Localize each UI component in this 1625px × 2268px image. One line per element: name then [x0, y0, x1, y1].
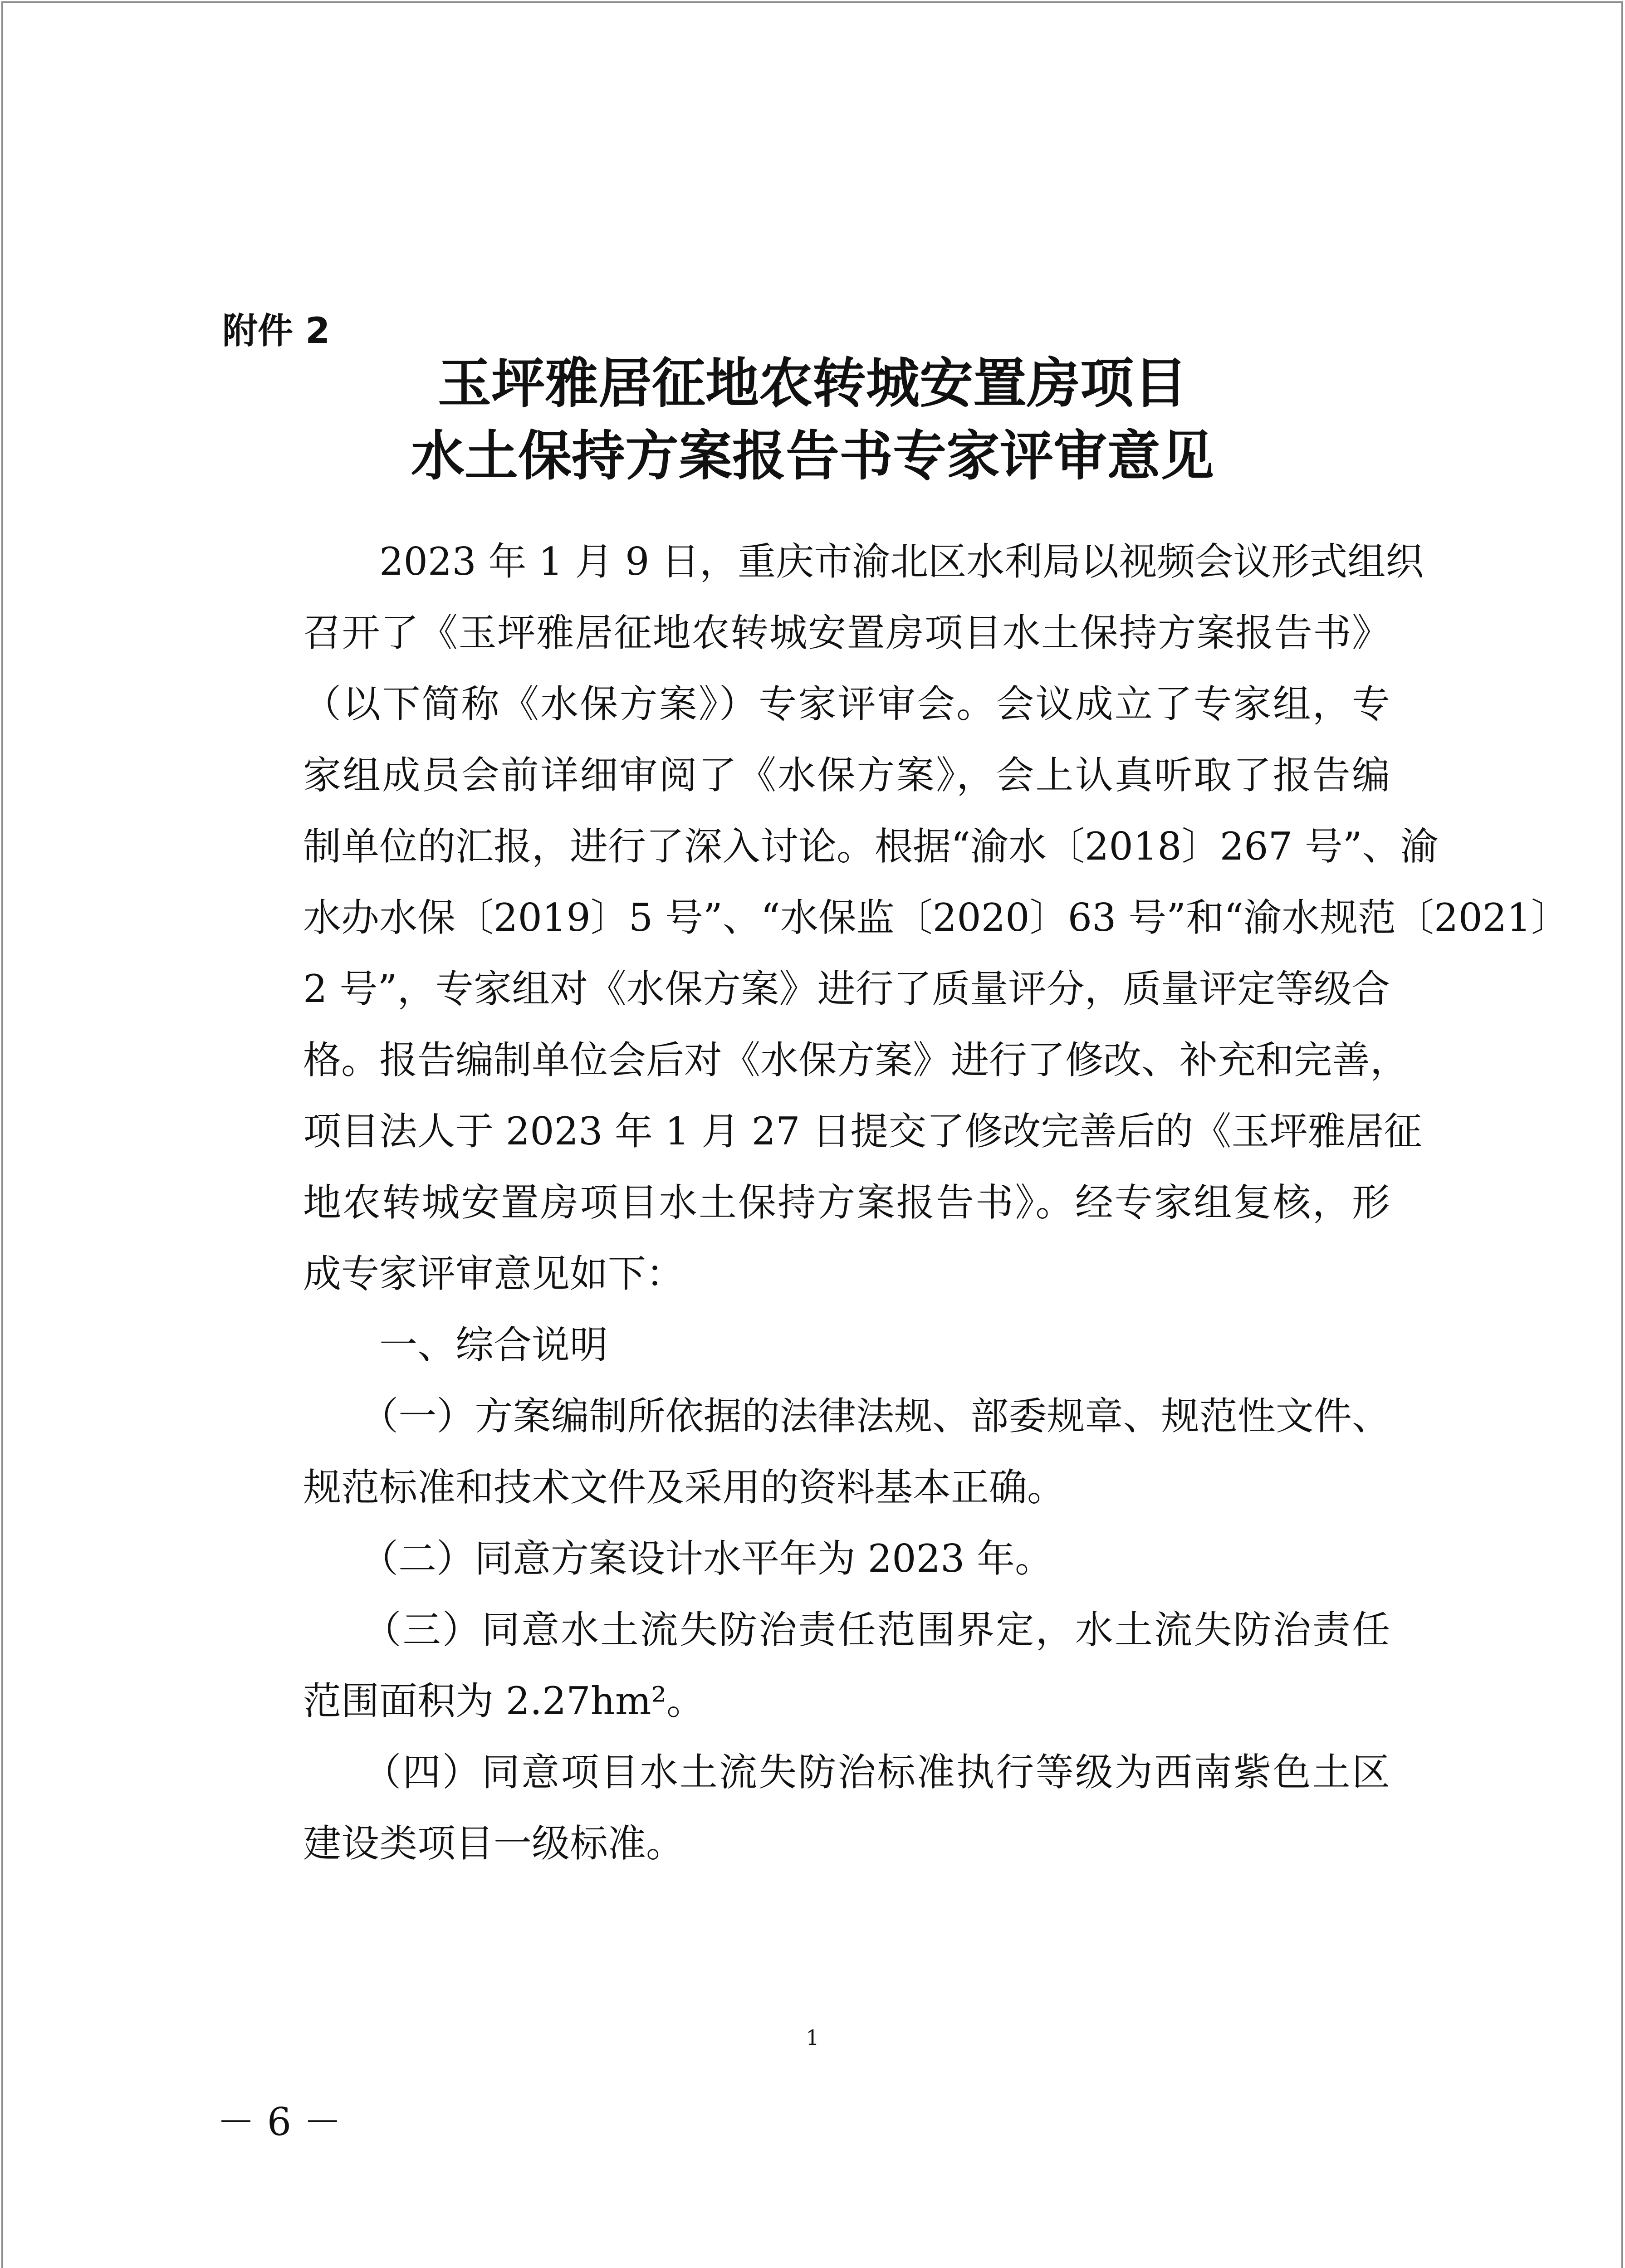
body-line: （四）同意项目水土流失防治标准执行等级为西南紫色土区: [303, 1750, 1390, 1794]
body-line: 格。报告编制单位会后对《水保方案》进行了修改、补充和完善，: [303, 1038, 1409, 1082]
body-line: 制单位的汇报，进行了深入讨论。根据“渝水〔2018〕267 号”、渝: [303, 824, 1439, 869]
body-line: 建设类项目一级标准。: [303, 1821, 685, 1866]
document-title-line-2: 水土保持方案报告书专家评审意见: [411, 425, 1214, 487]
body-line: 家组成员会前详细审阅了《水保方案》，会上认真听取了报告编: [303, 753, 1390, 797]
attachment-label: 附件 2: [222, 311, 330, 352]
body-line: （二）同意方案设计水平年为 2023 年。: [303, 1536, 1053, 1581]
body-line: 水办水保〔2019〕5 号”、“水保监〔2020〕63 号”和“渝水规范〔2021〕: [303, 895, 1569, 940]
body-line: （以下简称《水保方案》）专家评审会。会议成立了专家组，专: [303, 682, 1390, 726]
section-heading: 一、综合说明: [303, 1323, 608, 1367]
body-line: 项目法人于 2023 年 1 月 27 日提交了修改完善后的《玉坪雅居征: [303, 1109, 1422, 1154]
body-line: 范围面积为 2.27hm²。: [303, 1679, 705, 1723]
body-line: 地农转城安置房项目水土保持方案报告书》。经专家组复核，形: [303, 1180, 1390, 1225]
body-line: 2 号”，专家组对《水保方案》进行了质量评分，质量评定等级合: [303, 967, 1390, 1011]
document-title-line-1: 玉坪雅居征地农转城安置房项目: [437, 352, 1187, 415]
body-line: 2023 年 1 月 9 日，重庆市渝北区水利局以视频会议形式组织: [303, 539, 1424, 584]
outer-page-number: － 6 －: [217, 2100, 342, 2144]
inner-page-number: 1: [806, 2025, 819, 2050]
body-line: 规范标准和技术文件及采用的资料基本正确。: [303, 1465, 1066, 1510]
body-line: （一）方案编制所依据的法律法规、部委规章、规范性文件、: [303, 1394, 1390, 1438]
body-line: （三）同意水土流失防治责任范围界定，水土流失防治责任: [303, 1608, 1390, 1652]
body-line: 成专家评审意见如下：: [303, 1251, 685, 1296]
body-text: [303, 526, 1569, 1879]
body-line: 召开了《玉坪雅居征地农转城安置房项目水土保持方案报告书》: [303, 611, 1390, 655]
